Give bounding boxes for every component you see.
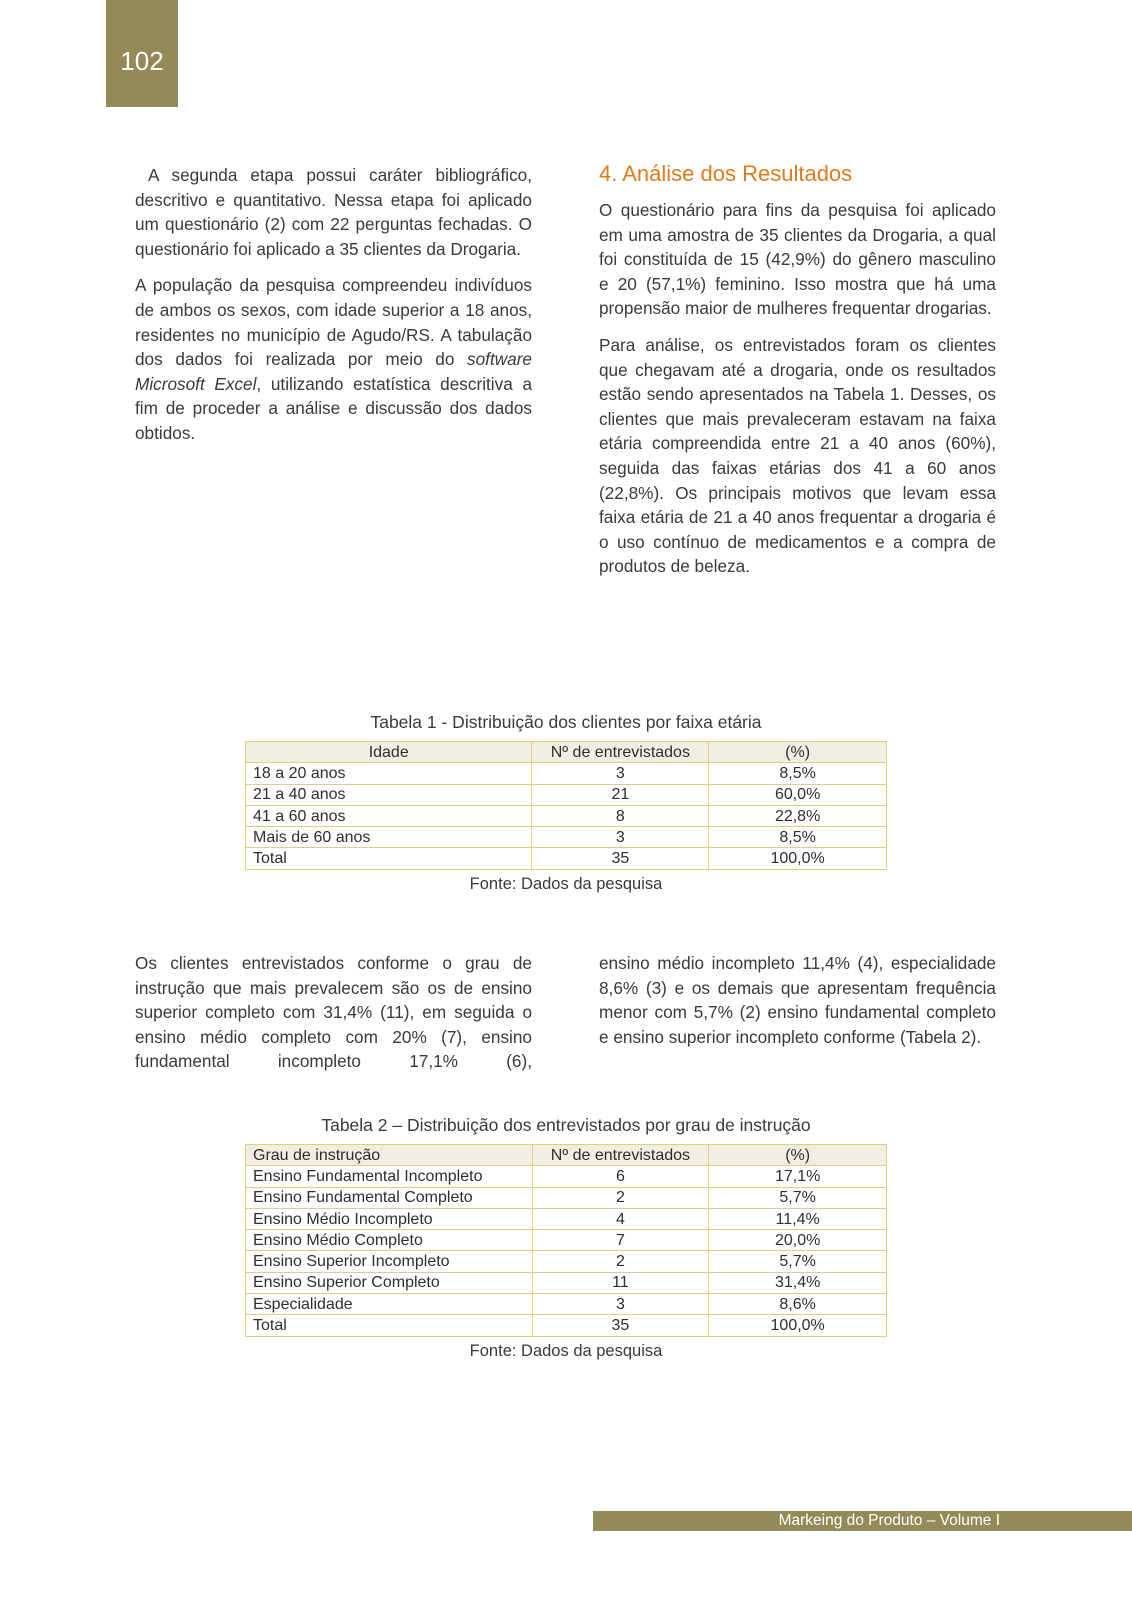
table-cell: Especialidade (246, 1294, 533, 1315)
paragraph-education-part1: Os clientes entrevistados conforme o grau de instrução que mais prevalecem são os de ensino superior completo com 31,4% (11), em seguida o ensino médio completo com 20% (7), ensino fundamental incompleto 17,1% (6), (135, 953, 532, 1072)
table-cell: 3 (532, 1294, 709, 1315)
right-column-top (599, 160, 996, 591)
table-header-cell: Grau de instrução (246, 1145, 533, 1166)
table-cell: 7 (532, 1230, 709, 1251)
table-1-caption: Tabela 1 - Distribuição dos clientes por faixa etária (370, 712, 762, 732)
table-cell: 11,4% (709, 1208, 887, 1229)
paragraph-population: A população da pesquisa compreendeu indivíduos de ambos os sexos, com idade superior a 18 anos, residentes no município de Agudo/RS. A tabulação dos dados foi realizada por meio do software Microsoft Excel, utilizando estatística descritiva a fim de proceder a análise e discussão dos dados obtidos. (135, 275, 532, 443)
table-cell: 2 (532, 1187, 709, 1208)
table-cell: 5,7% (709, 1251, 887, 1272)
table-row (246, 1251, 887, 1272)
table-cell: 5,7% (709, 1187, 887, 1208)
table-row (246, 784, 887, 805)
table-row (246, 1187, 887, 1208)
table-2-caption: Tabela 2 – Distribuição dos entrevistados por grau de instrução (321, 1115, 811, 1135)
table-cell: 4 (532, 1208, 709, 1229)
table-1-block (245, 712, 887, 894)
paragraph-analysis: Para análise, os entrevistados foram os clientes que chegavam até a drogaria, onde os resultados estão sendo apresentados na Tabela 1. Desses, os clientes que mais prevaleceram estavam na faixa etária compreendida entre 21 a 40 anos (60%), seguida das faixas etárias dos 41 a 60 anos (22,8%). Os principais motivos que levam essa faixa etária de 21 a 40 anos frequentar a drogaria é o uso contínuo de medicamentos e a compra de produtos de beleza. (599, 334, 996, 577)
table-cell: 22,8% (709, 805, 887, 826)
table-cell: Ensino Fundamental Incompleto (246, 1166, 533, 1187)
table-header-row (246, 1145, 887, 1166)
table-row (246, 1315, 887, 1336)
table-cell: 60,0% (709, 784, 887, 805)
table-cell: 3 (532, 827, 709, 848)
table-1-source: Fonte: Dados da pesquisa (469, 874, 663, 893)
table-header-cell: Idade (246, 742, 532, 763)
left-column-bottom (135, 951, 532, 1086)
table-cell: 100,0% (709, 1315, 887, 1336)
table-row (246, 827, 887, 848)
table-cell: Ensino Superior Completo (246, 1272, 533, 1293)
table-row (246, 1230, 887, 1251)
paragraph-methodology: A segunda etapa possui caráter bibliográfico, descritivo e quantitativo. Nessa etapa foi aplicado um questionário (2) com 22 perguntas fechadas. O questionário foi aplicado a 35 clientes da Drogaria. (135, 165, 537, 259)
table-cell: 21 a 40 anos (246, 784, 532, 805)
table-cell: Ensino Fundamental Completo (246, 1187, 533, 1208)
table-header-cell: (%) (709, 742, 887, 763)
table-cell: 2 (532, 1251, 709, 1272)
table-2 (245, 1144, 887, 1337)
table-cell: 8,6% (709, 1294, 887, 1315)
software-name: software Microsoft Excel (135, 349, 532, 394)
page-number-tab (106, 0, 178, 107)
table-header-row (246, 742, 887, 763)
table-cell: 18 a 20 anos (246, 763, 532, 784)
table-cell: 21 (532, 784, 709, 805)
table-cell: 11 (532, 1272, 709, 1293)
footer-title: Markeing do Produto – Volume I (778, 1512, 1000, 1529)
table-row (246, 1272, 887, 1293)
table-cell: 8 (532, 805, 709, 826)
table-row (246, 1166, 887, 1187)
paragraph-sample: O questionário para fins da pesquisa foi aplicado em uma amostra de 35 clientes da Drogaria, a qual foi constituída de 15 (42,9%) do gênero masculino e 20 (57,1%) feminino. Isso mostra que há uma propensão maior de mulheres frequentar drogarias. (599, 200, 996, 319)
table-cell: 8,5% (709, 827, 887, 848)
paragraph-education-part2: ensino médio incompleto 11,4% (4), especialidade 8,6% (3) e os demais que apresentam frequência menor com 5,7% (2) ensino fundamental completo e ensino superior incompleto conforme (Tabela 2). (599, 953, 996, 1047)
table-cell: 35 (532, 1315, 709, 1336)
left-column-top (135, 163, 537, 458)
table-cell: Ensino Superior Incompleto (246, 1251, 533, 1272)
table-cell: 20,0% (709, 1230, 887, 1251)
table-cell: 17,1% (709, 1166, 887, 1187)
table-cell: 41 a 60 anos (246, 805, 532, 826)
table-cell: 100,0% (709, 848, 887, 869)
table-1 (245, 741, 887, 870)
table-row (246, 805, 887, 826)
table-cell: Ensino Médio Completo (246, 1230, 533, 1251)
table-2-block (245, 1115, 887, 1361)
table-cell: 35 (532, 848, 709, 869)
table-cell: 3 (532, 763, 709, 784)
table-row (246, 1294, 887, 1315)
right-column-bottom (599, 951, 996, 1061)
table-cell: 31,4% (709, 1272, 887, 1293)
table-row (246, 763, 887, 784)
footer-bar (593, 1511, 1132, 1531)
table-header-cell: (%) (709, 1145, 887, 1166)
table-row (246, 1208, 887, 1229)
table-header-cell: Nº de entrevistados (532, 1145, 709, 1166)
section-heading: 4. Análise dos Resultados (599, 161, 853, 186)
table-cell: Mais de 60 anos (246, 827, 532, 848)
table-cell: Ensino Médio Incompleto (246, 1208, 533, 1229)
table-cell: Total (246, 1315, 533, 1336)
table-cell: 6 (532, 1166, 709, 1187)
page-number: 102 (120, 46, 164, 76)
table-cell: Total (246, 848, 532, 869)
table-header-cell: Nº de entrevistados (532, 742, 709, 763)
table-cell: 8,5% (709, 763, 887, 784)
table-2-source: Fonte: Dados da pesquisa (469, 1341, 663, 1360)
table-row (246, 848, 887, 869)
